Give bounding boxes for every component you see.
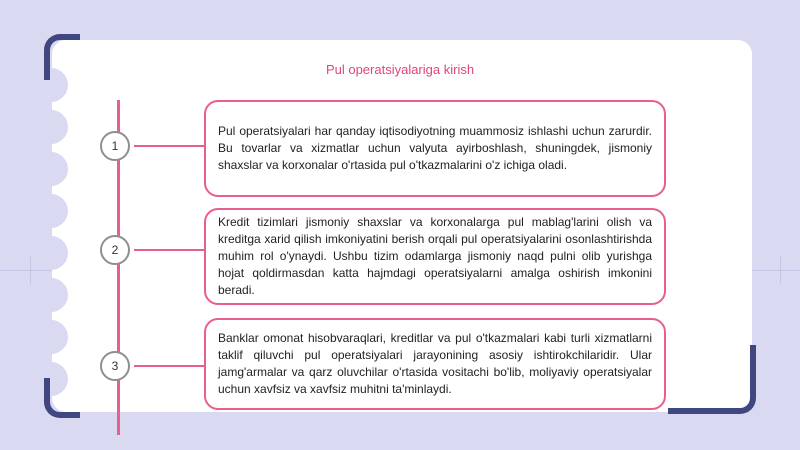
frame-corner-bottom-left [44,378,80,418]
background-guide-tick [780,256,781,284]
frame-corner-bottom-right [668,345,756,414]
step-text: Kredit tizimlari jismoniy shaxslar va korxonalarga pul mablag'larini olish va kreditga xarid qilish imkoniyatini berish orqali pul operatsiyalarini osonlashtirishda muhim rol o'ynaydi. Ushbu tizim odamlarga jismoniy naqd pulni olib yurishga hojat qoldirmasdan katta hajmdagi operatsiyalarni amalga oshirish imkonini beradi. [218,215,652,297]
step-card [204,100,666,197]
step-number-node: 3 [100,351,130,381]
card-edge-notch [52,194,68,228]
step-card [204,318,666,410]
step-text: Banklar omonat hisobvaraqlari, kreditlar va pul o'tkazmalari kabi turli xizmatlarni taklif qiluvchi pul operatsiyalari jarayonining asosiy ishtirokchilaridir. Ular jamg'armalar va qarz oluvchilar o'rtasida vositachi bo'lib, moliyaviy operatsiyalar uchun xavfsiz va xavfsiz muhitni ta'minlaydi. [218,331,652,396]
step-number-node: 2 [100,235,130,265]
slide-title: Pul operatsiyalariga kirish [325,62,475,77]
background-guide-tick [30,256,31,284]
step-card [204,208,666,305]
card-edge-notch [52,236,68,270]
step-connector [134,365,204,367]
step-connector [134,145,204,147]
frame-corner-top-left [44,34,80,80]
card-edge-notch [52,278,68,312]
card-edge-notch [52,110,68,144]
step-connector [134,249,204,251]
step-text: Pul operatsiyalari har qanday iqtisodiyotning muammosiz ishlashi uchun zarurdir. Bu tovarlar va xizmatlar uchun valyuta ayirboshlash, shuningdek, jismoniy shaxslar va korxonalar o'rtasida pul o'tkazmalarini o'z ichiga oladi. [218,124,652,172]
card-edge-notch [52,152,68,186]
step-number-node: 1 [100,131,130,161]
card-edge-notch [52,320,68,354]
